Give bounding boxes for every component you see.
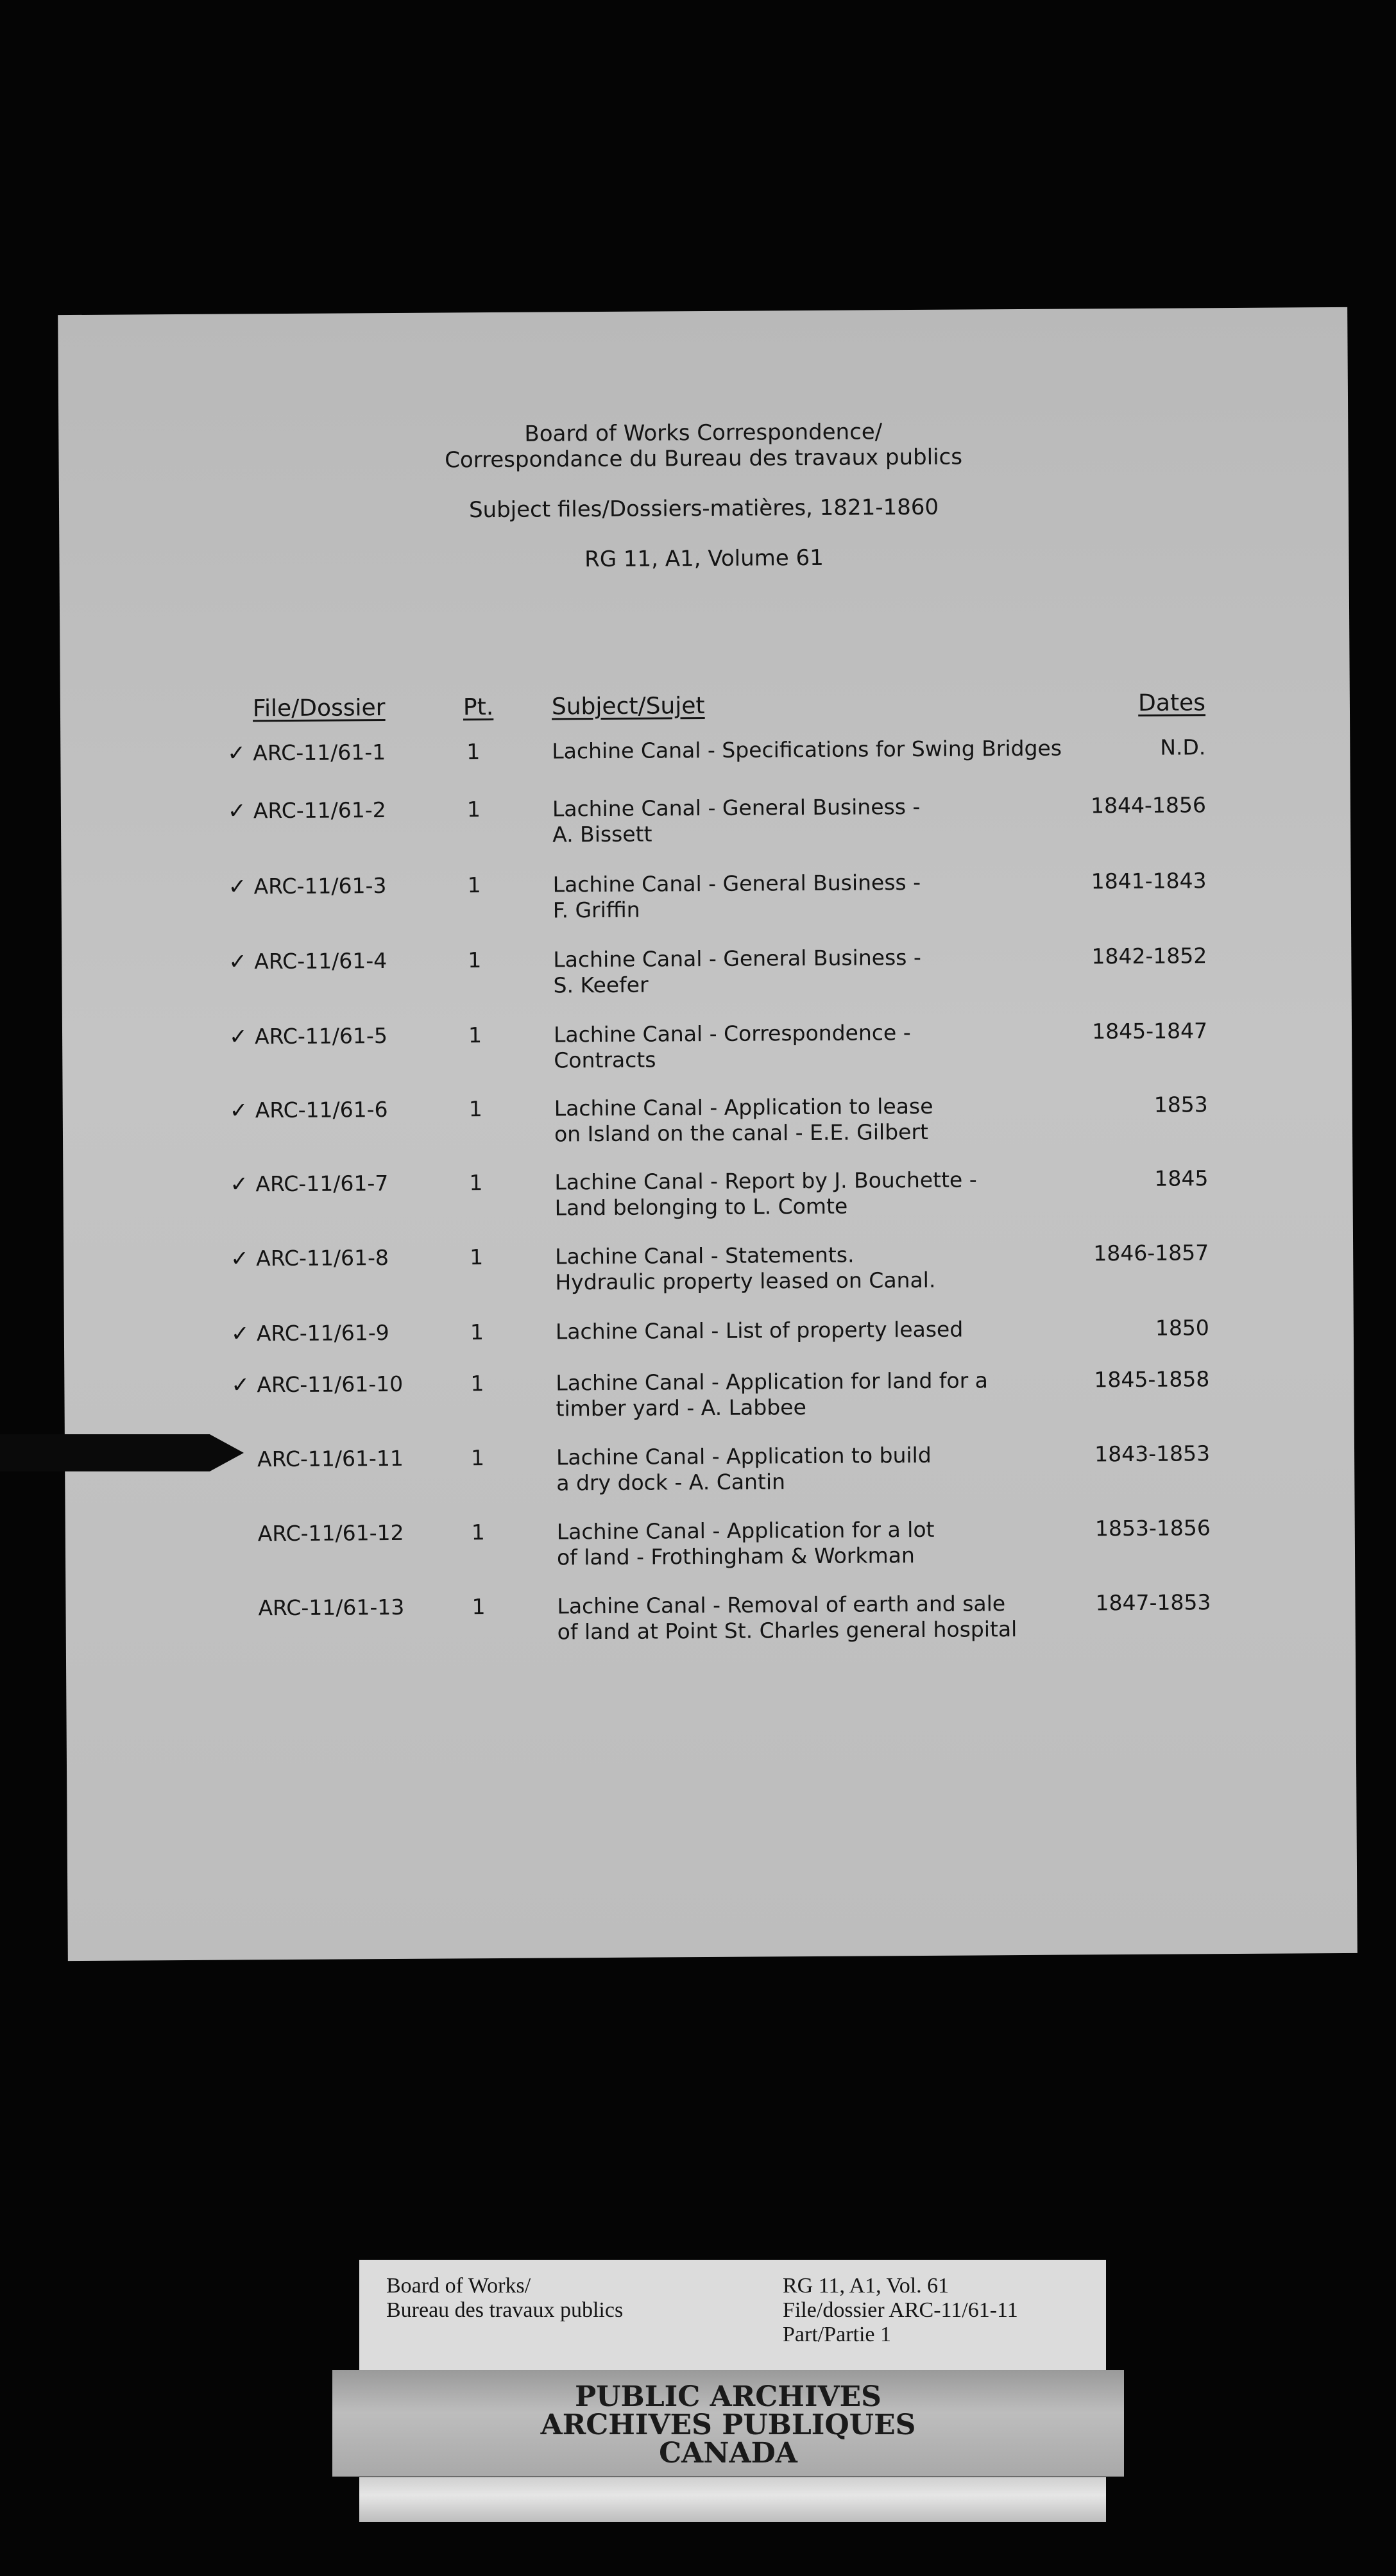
date-range: 1847-1853 <box>1095 1589 1211 1616</box>
table-row <box>62 942 1352 1022</box>
label-right-line3: Part/Partie 1 <box>783 2323 892 2346</box>
subject-line2: of land - Frothingham & Workman <box>556 1543 915 1570</box>
check-mark-icon: ✓ <box>227 798 246 824</box>
stamp-line2: ARCHIVES PUBLIQUES <box>540 2409 916 2441</box>
table-row <box>64 1366 1354 1445</box>
subject <box>556 1315 1197 1344</box>
date-range: 1841-1843 <box>1091 868 1207 894</box>
label-right-line2: File/dossier ARC-11/61-11 <box>783 2298 1018 2322</box>
label-left <box>386 2274 623 2323</box>
file-number: ARC-11/61-13 <box>258 1594 405 1621</box>
label-right <box>783 2274 1018 2347</box>
file-number: ARC-11/61-5 <box>254 1023 388 1049</box>
subject <box>552 734 1193 764</box>
file-number: ARC-11/61-1 <box>253 740 386 766</box>
file-number: ARC-11/61-10 <box>257 1371 404 1398</box>
subject-line1: Lachine Canal - Removal of earth and sale <box>557 1591 1006 1619</box>
header-subtitle: Subject files/Dossiers-matières, 1821-1860 <box>468 494 939 523</box>
date-range: 1850 <box>1155 1315 1209 1341</box>
label-left-line1: Board of Works/ <box>386 2274 531 2298</box>
subject-line1: Lachine Canal - List of property leased <box>555 1316 964 1344</box>
part-number: 1 <box>470 1445 485 1471</box>
archives-stamp <box>332 2370 1124 2477</box>
part-number: 1 <box>466 797 481 822</box>
date-range: 1853 <box>1153 1092 1208 1117</box>
table-row <box>61 792 1351 871</box>
subject-line2: Hydraulic property leased on Canal. <box>555 1267 936 1295</box>
pointer-arrow <box>0 1434 244 1471</box>
subject-line1: Lachine Canal - Application to build <box>556 1442 932 1470</box>
part-number: 1 <box>468 1022 482 1048</box>
subject-line2: F. Griffin <box>552 897 640 923</box>
archive-label <box>359 2260 1106 2374</box>
header-title-fr: Correspondance du Bureau des travaux publics <box>445 444 963 473</box>
check-mark-icon: ✓ <box>229 1097 248 1124</box>
stamp-line3: CANADA <box>659 2437 797 2470</box>
file-number: ARC-11/61-7 <box>255 1171 389 1197</box>
part-number: 1 <box>468 1096 482 1122</box>
table-row <box>65 1514 1356 1594</box>
file-number: ARC-11/61-2 <box>253 797 386 824</box>
check-mark-icon: ✓ <box>228 1024 248 1050</box>
check-mark-icon: ✓ <box>231 1372 250 1398</box>
date-range: 1845 <box>1154 1165 1209 1191</box>
date-range: N.D. <box>1160 734 1206 760</box>
subject-line1: Lachine Canal - Specifications for Swing Bridges <box>552 735 1062 764</box>
file-number: ARC-11/61-4 <box>254 948 387 974</box>
subject-line1: Lachine Canal - General Business - <box>552 793 921 822</box>
part-number: 1 <box>471 1520 485 1545</box>
subject-line2: Contracts <box>554 1047 656 1073</box>
part-number: 1 <box>467 872 481 898</box>
subject-line1: Lachine Canal - Correspondence - <box>553 1020 911 1047</box>
check-mark-icon: ✓ <box>228 874 247 900</box>
date-range: 1845-1858 <box>1094 1366 1210 1393</box>
check-mark-icon: ✓ <box>227 740 246 767</box>
date-range: 1846-1857 <box>1093 1240 1209 1266</box>
subject-line2: of land at Point St. Charles general hospital <box>557 1616 1017 1645</box>
column-header-subject: Subject/Sujet <box>551 693 705 720</box>
subject-line1: Lachine Canal - Statements. <box>555 1242 855 1269</box>
part-number: 1 <box>470 1319 484 1345</box>
label-left-line2: Bureau des travaux publics <box>386 2298 624 2322</box>
file-number: ARC-11/61-3 <box>253 873 387 899</box>
column-header-file: File/Dossier <box>252 695 386 722</box>
subject-line1: Lachine Canal - Report by J. Bouchette - <box>554 1167 977 1195</box>
subject-line2: Land belonging to L. Comte <box>554 1193 848 1221</box>
date-range: 1844-1856 <box>1090 792 1206 818</box>
table-row <box>62 1017 1352 1097</box>
part-number: 1 <box>469 1170 483 1196</box>
subject-line2: on Island on the canal - E.E. Gilbert <box>554 1119 929 1147</box>
part-number: 1 <box>470 1371 484 1396</box>
table-row <box>65 1440 1355 1520</box>
check-mark-icon: ✓ <box>230 1246 249 1272</box>
subject <box>554 1092 1196 1147</box>
table-row <box>63 1091 1353 1171</box>
header-volume: RG 11, A1, Volume 61 <box>584 545 824 573</box>
film-strip <box>359 2477 1106 2522</box>
table-row <box>63 1165 1353 1244</box>
table-row <box>62 867 1352 947</box>
subject-line2: a dry dock - A. Cantin <box>556 1469 786 1496</box>
date-range: 1843-1853 <box>1094 1441 1211 1467</box>
file-number: ARC-11/61-9 <box>256 1320 389 1346</box>
subject-line1: Lachine Canal - General Business - <box>552 869 921 897</box>
part-number: 1 <box>466 739 481 765</box>
table-row <box>64 1239 1354 1319</box>
check-mark-icon: ✓ <box>230 1171 249 1198</box>
stamp-line1: PUBLIC ARCHIVES <box>575 2380 881 2413</box>
date-range: 1842-1852 <box>1091 943 1207 969</box>
part-number: 1 <box>468 947 482 973</box>
column-header-pt: Pt. <box>463 694 494 721</box>
subject-line1: Lachine Canal - Application to lease <box>554 1093 933 1121</box>
check-mark-icon: ✓ <box>230 1321 250 1347</box>
check-mark-icon: ✓ <box>228 949 247 975</box>
label-right-line1: RG 11, A1, Vol. 61 <box>783 2274 949 2298</box>
subject-line2: S. Keefer <box>553 972 649 998</box>
file-number: ARC-11/61-12 <box>257 1520 404 1546</box>
file-number: ARC-11/61-11 <box>257 1445 404 1472</box>
header-title: Board of Works Correspondence/ <box>524 419 883 447</box>
subject-line1: Lachine Canal - Application for a lot <box>556 1516 935 1545</box>
file-number: ARC-11/61-8 <box>256 1245 389 1271</box>
subject-line2: A. Bissett <box>552 821 652 847</box>
part-number: 1 <box>470 1244 484 1270</box>
table-row <box>65 1589 1356 1668</box>
part-number: 1 <box>472 1594 486 1620</box>
date-range: 1853-1856 <box>1094 1515 1211 1541</box>
file-number: ARC-11/61-6 <box>255 1097 388 1123</box>
subject-line1: Lachine Canal - Application for land for a <box>556 1368 989 1396</box>
subject <box>554 1165 1196 1221</box>
column-header-dates: Dates <box>1137 690 1206 716</box>
subject-line2: timber yard - A. Labbee <box>556 1394 806 1421</box>
subject-line1: Lachine Canal - General Business - <box>553 944 921 972</box>
date-range: 1845-1847 <box>1092 1018 1208 1044</box>
document-sheet <box>58 307 1358 1961</box>
